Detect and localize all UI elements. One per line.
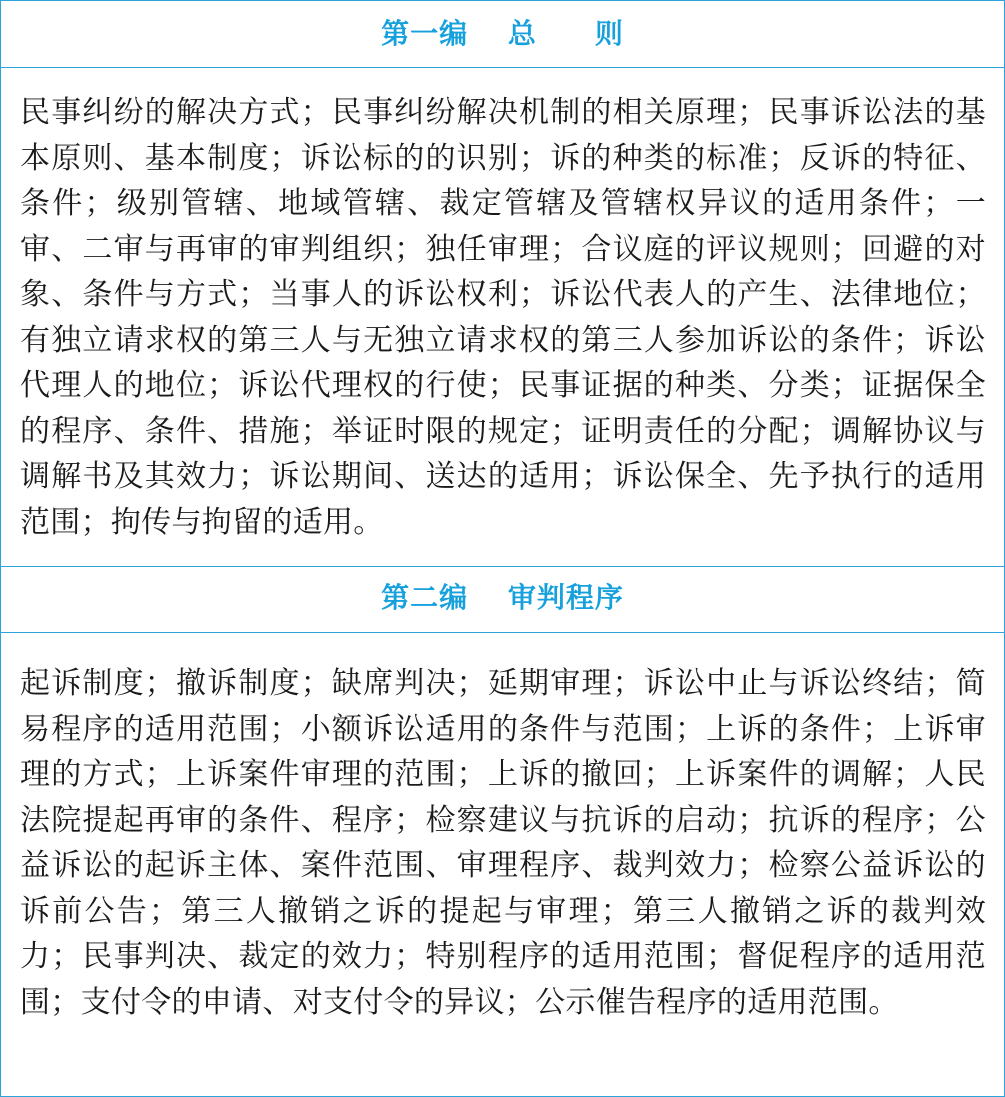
section-1-body: 民事纠纷的解决方式；民事纠纷解决机制的相关原理；民事诉讼法的基本原则、基本制度；诉讼标的的识别；诉的种类的标准；反诉的特征、条件；级别管辖、地域管辖、裁定管辖及管辖权异议的适用条件；一审、二审与再审的审判组织；独任审理；合议庭的评议规则；回避的对象、条件与方式；当事人的诉讼权利；诉讼代表人的产生、法律地位；有独立请求权的第三人与无独立请求权的第三人参加诉讼的条件；诉讼代理人的地位；诉讼代理权的行使；民事证据的种类、分类；证据保全的程序、条件、措施；举证时限的规定；证明责任的分配；调解协议与调解书及其效力；诉讼期间、送达的适用；诉讼保全、先予执行的适用范围；拘传与拘留的适用。 [20, 95, 986, 540]
section-2-body: 起诉制度；撤诉制度；缺席判决；延期审理；诉讼中止与诉讼终结；简易程序的适用范围；小额诉讼适用的条件与范围；上诉的条件；上诉审理的方式；上诉案件审理的范围；上诉的撤回；上诉案件的调解；人民法院提起再审的条件、程序；检察建议与抗诉的启动；抗诉的程序；公益诉讼的起诉主体、案件范围、审理程序、裁判效力；检察公益诉讼的诉前公告；第三人撤销之诉的提起与审理；第三人撤销之诉的裁判效力；民事判决、裁定的效力；特别程序的适用范围；督促程序的适用范围；支付令的申请、对支付令的异议；公示催告程序的适用范围。 [20, 666, 986, 1020]
section-2-header: 第二编 审判程序 [381, 581, 624, 614]
section-1-header: 第一编 总 则 [381, 17, 624, 50]
section-divider-top [1, 566, 1004, 567]
header-1-divider [1, 67, 1004, 68]
header-2-divider [1, 632, 1004, 633]
